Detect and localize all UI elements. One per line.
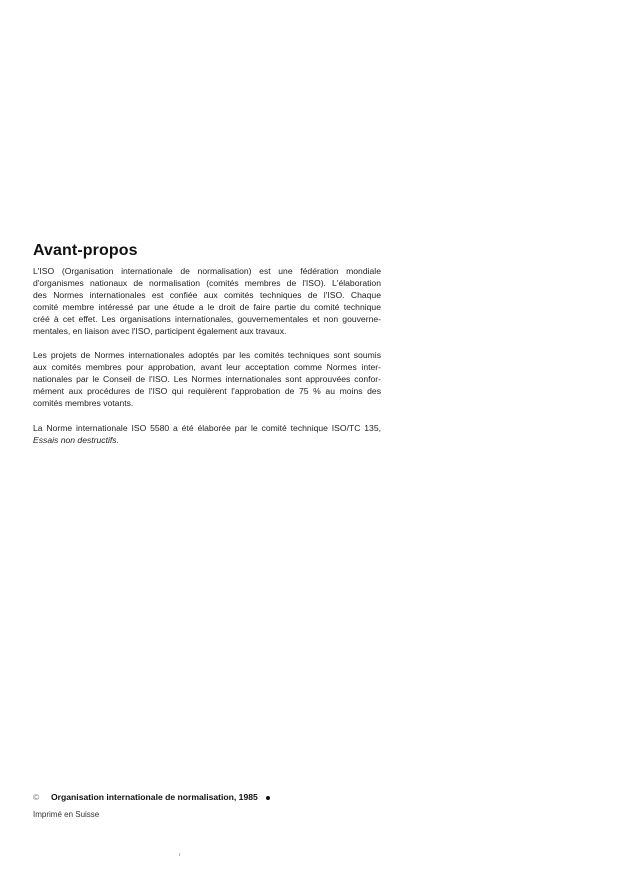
text-line: comités membres votants. [33,398,134,408]
scan-artifact [179,853,180,856]
bullet-icon [266,796,270,800]
text-line: d'organismes nationaux de normalisation (comités membres de l'ISO). L'élaboration [33,278,381,288]
text-line: Les projets de Normes internationales adoptés par les comités techniques sont soumis [33,350,381,360]
text-line: L'ISO (Organisation internationale de normalisation) est une fédération mondiale [33,266,381,276]
copyright-footer [33,791,270,803]
text-line: des Normes internationales est confiée aux comités techniques de l'ISO. Chaque [33,290,381,300]
paragraph-iso-intro [33,265,381,337]
committee-title: Essais non destructifs. [33,435,119,445]
paragraph-approval [33,349,381,409]
text-line: créé à cet effet. Les organisations internationales, gouvernementales et non gouverne- [33,314,381,324]
text-line: mément aux procédures de l'ISO qui requièrent l'approbation de 75 % au moins des [33,386,381,396]
copyright-organization: Organisation internationale de normalisation, 1985 [51,792,258,802]
copyright-icon: © [33,792,40,802]
text-line: nationales par le Conseil de l'ISO. Les Normes internationales sont approuvées confor- [33,374,381,384]
page-title: Avant-propos [33,242,138,259]
paragraph-standard-origin [33,422,381,446]
text-line: La Norme internationale ISO 5580 a été élaborée par le comité technique ISO/TC 135, [33,423,381,433]
printed-in-label: Imprimé en Suisse [33,810,100,819]
text-line: comité membre intéressé par une étude a le droit de faire partie du comité technique [33,302,381,312]
text-line: aux comités membres pour approbation, avant leur acceptation comme Normes inter- [33,362,381,372]
text-line: mentales, en liaison avec l'ISO, participent également aux travaux. [33,326,287,336]
